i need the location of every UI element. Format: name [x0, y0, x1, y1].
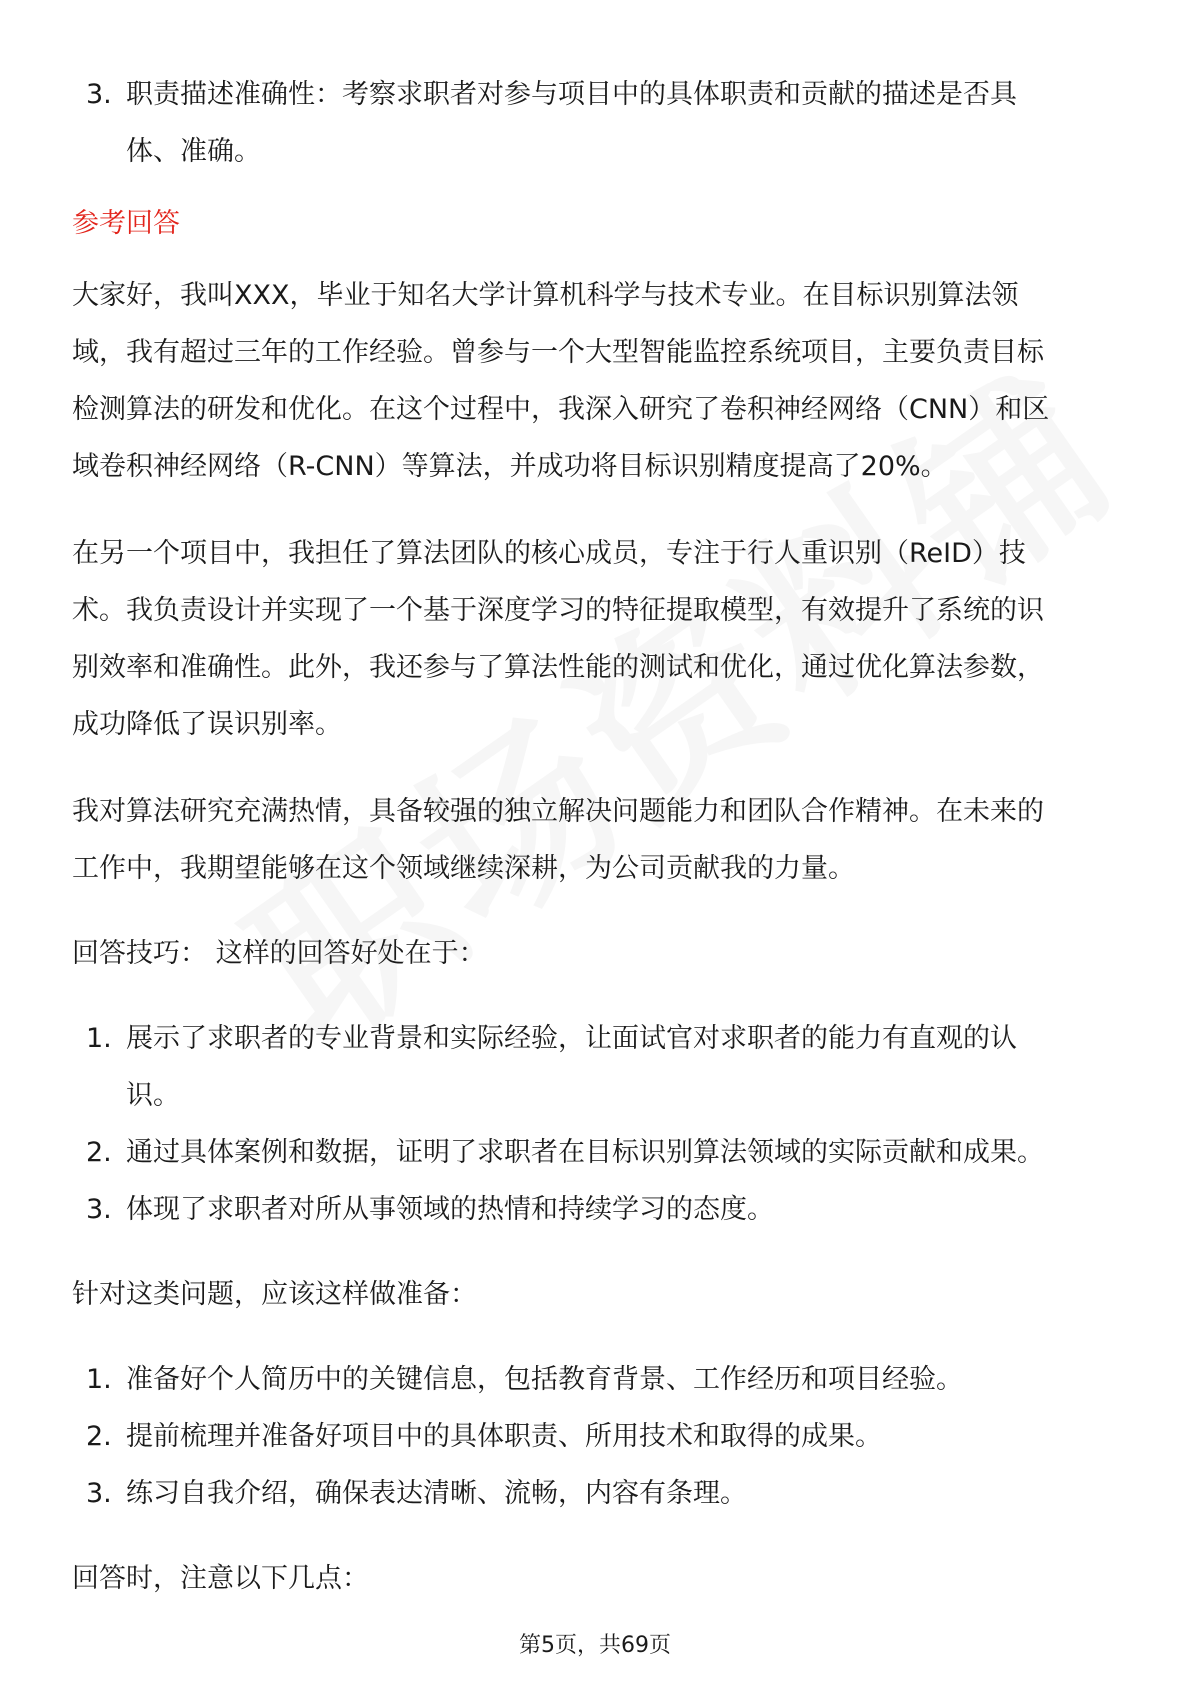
page-content — [72, 66, 1122, 1607]
list-number: 2. — [86, 1421, 112, 1452]
paragraph-line: 大家好，我叫XXX，毕业于知名大学计算机科学与技术专业。在目标识别算法领 — [72, 280, 1019, 311]
answer-paragraph-3 — [72, 783, 1122, 897]
list-text: 展示了求职者的专业背景和实际经验，让面试官对求职者的能力有直观的认 — [126, 1023, 1017, 1054]
list-number: 1. — [86, 1364, 112, 1395]
reference-answer-heading: 参考回答 — [72, 208, 180, 239]
prep-list — [72, 1351, 1122, 1522]
list-number: 3. — [86, 1194, 112, 1225]
paragraph-line: 别效率和准确性。此外，我还参与了算法性能的测试和优化，通过优化算法参数， — [72, 652, 1044, 683]
paragraph-line: 检测算法的研发和优化。在这个过程中，我深入研究了卷积神经网络（CNN）和区 — [72, 394, 1050, 425]
list-number: 2. — [86, 1137, 112, 1168]
list-item — [72, 1351, 1122, 1408]
criteria-list — [72, 66, 1122, 180]
paragraph-line: 术。我负责设计并实现了一个基于深度学习的特征提取模型，有效提升了系统的识 — [72, 595, 1044, 626]
list-item — [72, 1465, 1122, 1522]
tips-intro: 回答技巧： 这样的回答好处在于： — [72, 938, 486, 969]
list-number: 3. — [86, 79, 112, 110]
list-item — [72, 1010, 1122, 1124]
prep-intro: 针对这类问题，应该这样做准备： — [72, 1279, 477, 1310]
list-text: 准备好个人简历中的关键信息，包括教育背景、工作经历和项目经验。 — [126, 1364, 963, 1395]
list-item — [72, 1124, 1122, 1181]
list-text-continued: 体、准确。 — [126, 136, 261, 167]
paragraph-line: 工作中，我期望能够在这个领域继续深耕，为公司贡献我的力量。 — [72, 853, 855, 884]
paragraph-line: 在另一个项目中，我担任了算法团队的核心成员，专注于行人重识别（ReID）技 — [72, 538, 1026, 569]
list-number: 1. — [86, 1023, 112, 1054]
list-text: 职责描述准确性：考察求职者对参与项目中的具体职责和贡献的描述是否具 — [126, 79, 1017, 110]
list-text: 体现了求职者对所从事领域的热情和持续学习的态度。 — [126, 1194, 774, 1225]
paragraph-line: 域卷积神经网络（R-CNN）等算法，并成功将目标识别精度提高了20%。 — [72, 451, 948, 482]
list-item — [72, 66, 1122, 180]
notes-intro: 回答时，注意以下几点： — [72, 1563, 369, 1594]
answer-paragraph-1 — [72, 267, 1122, 495]
tips-list — [72, 1010, 1122, 1238]
answer-paragraph-2 — [72, 525, 1122, 753]
list-item — [72, 1181, 1122, 1238]
list-text: 提前梳理并准备好项目中的具体职责、所用技术和取得的成果。 — [126, 1421, 882, 1452]
list-item — [72, 1408, 1122, 1465]
paragraph-line: 域，我有超过三年的工作经验。曾参与一个大型智能监控系统项目，主要负责目标 — [72, 337, 1044, 368]
list-text: 通过具体案例和数据，证明了求职者在目标识别算法领域的实际贡献和成果。 — [126, 1137, 1044, 1168]
list-text: 练习自我介绍，确保表达清晰、流畅，内容有条理。 — [126, 1478, 747, 1509]
list-text-continued: 识。 — [126, 1080, 180, 1111]
page-number-footer: 第5页，共69页 — [519, 1633, 671, 1658]
list-number: 3. — [86, 1478, 112, 1509]
paragraph-line: 成功降低了误识别率。 — [72, 709, 342, 740]
paragraph-line: 我对算法研究充满热情，具备较强的独立解决问题能力和团队合作精神。在未来的 — [72, 796, 1044, 827]
